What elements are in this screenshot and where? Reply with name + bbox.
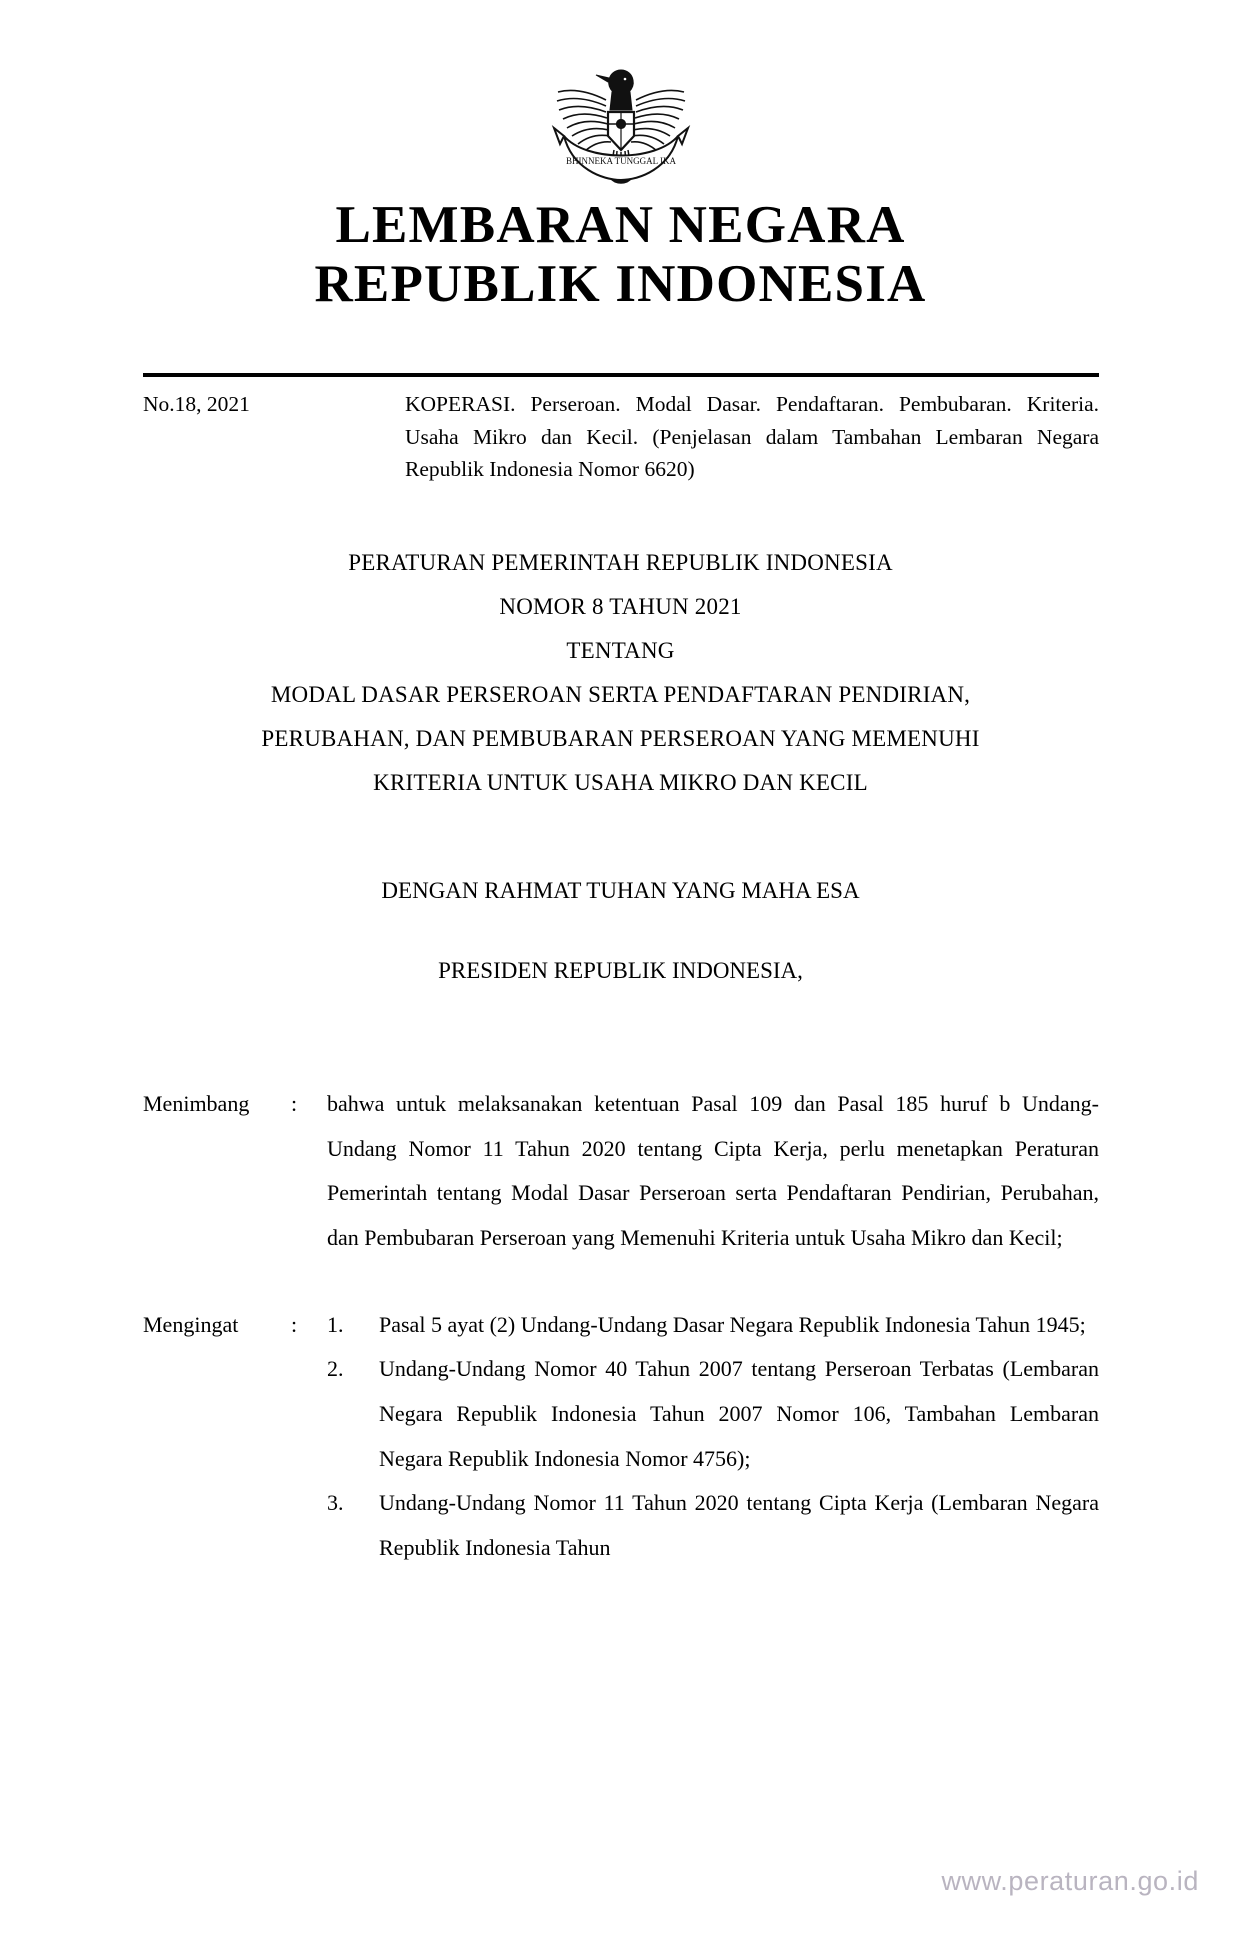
list-item-text: Undang-Undang Nomor 40 Tahun 2007 tentang Perseroan Terbatas (Lembaran Negara Republik Indonesia Tahun 2007 Nomor 106, Tambahan Lembaran Negara Republik Indonesia Nomor 4756); bbox=[379, 1356, 1099, 1471]
title-subject-line-3: KRITERIA UNTUK USAHA MIKRO DAN KECIL bbox=[373, 770, 868, 795]
list-item bbox=[327, 1303, 1099, 1348]
considerations-section bbox=[143, 1082, 1099, 1571]
president-heading: PRESIDEN REPUBLIK INDONESIA, bbox=[438, 958, 803, 983]
gazette-keywords: KOPERASI. Perseroan. Modal Dasar. Pendaftaran. Pembubaran. Kriteria. Usaha Mikro dan Kecil. (Penjelasan dalam Tambahan Lembaran Negara Republik Indonesia Nomor 6620) bbox=[405, 392, 1099, 482]
clause-text-menimbang: bahwa untuk melaksanakan ketentuan Pasal 109 dan Pasal 185 huruf b Undang-Undang Nomor 11 Tahun 2020 tentang Cipta Kerja, perlu menetapkan Peraturan Pemerintah tentang Modal Dasar Perseroan serta Pendaftaran Pendirian, Perubahan, dan Pembubaran Perseroan yang Memenuhi Kriteria untuk Usaha Mikro dan Kecil; bbox=[327, 1091, 1099, 1250]
masthead bbox=[0, 196, 1241, 315]
title-subject-line-1: MODAL DASAR PERSEROAN SERTA PENDAFTARAN PENDIRIAN, bbox=[270, 682, 971, 707]
title-authority: PERATURAN PEMERINTAH REPUBLIK INDONESIA bbox=[348, 550, 893, 575]
clause-label-mengingat: Mengingat bbox=[143, 1311, 239, 1337]
reference-block bbox=[143, 388, 1099, 486]
mengingat-list bbox=[327, 1303, 1099, 1571]
list-item bbox=[327, 1481, 1099, 1570]
emblem-container bbox=[0, 58, 1241, 203]
clause-colon-menimbang: : bbox=[291, 1091, 298, 1116]
regulation-title-block bbox=[0, 550, 1241, 796]
title-number: NOMOR 8 TAHUN 2021 bbox=[499, 594, 742, 619]
masthead-line-2: REPUBLIK INDONESIA bbox=[314, 255, 927, 314]
list-item-number: 1. bbox=[327, 1311, 344, 1337]
clause-mengingat bbox=[143, 1303, 1099, 1571]
gazette-issue-number: No.18, 2021 bbox=[143, 392, 250, 416]
masthead-divider bbox=[143, 373, 1099, 377]
source-watermark: www.peraturan.go.id bbox=[941, 1866, 1199, 1896]
list-item-number: 2. bbox=[327, 1356, 344, 1382]
garuda-pancasila-emblem bbox=[546, 58, 696, 198]
title-about-label: TENTANG bbox=[566, 638, 675, 663]
list-item-number: 3. bbox=[327, 1490, 344, 1516]
clause-colon-mengingat: : bbox=[291, 1311, 298, 1337]
clause-label-menimbang: Menimbang bbox=[143, 1091, 250, 1116]
list-item-text: Pasal 5 ayat (2) Undang-Undang Dasar Negara Republik Indonesia Tahun 1945; bbox=[379, 1311, 1086, 1337]
clause-menimbang bbox=[143, 1082, 1099, 1261]
masthead-line-1: LEMBARAN NEGARA bbox=[335, 196, 906, 254]
list-item bbox=[327, 1347, 1099, 1481]
invocation-text: DENGAN RAHMAT TUHAN YANG MAHA ESA bbox=[381, 878, 860, 903]
list-item-text: Undang-Undang Nomor 11 Tahun 2020 tentang Cipta Kerja (Lembaran Negara Republik Indonesia Tahun bbox=[379, 1490, 1099, 1560]
title-subject-line-2: PERUBAHAN, DAN PEMBUBARAN PERSEROAN YANG MEMENUHI bbox=[261, 726, 980, 751]
emblem-motto-text: BHINNEKA TUNGGAL IKA bbox=[565, 156, 676, 166]
